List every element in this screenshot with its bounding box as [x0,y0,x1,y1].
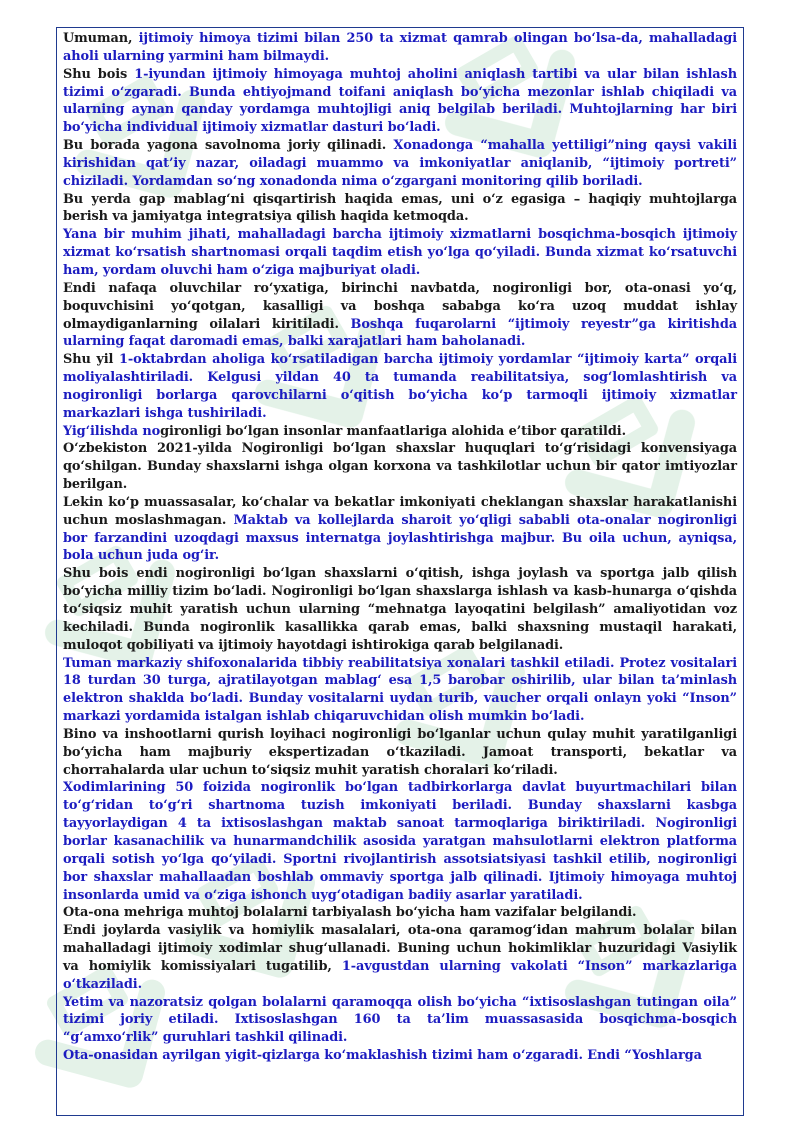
article-text-frame [56,27,744,1116]
highlighted-text: Maktab va kollejlarda sharoit yo‘qligi sababli ota-onalar nogironligi bor farzandini uzoqdagi maxsus internatga joylashtirishga majbur. Bu oila uchun, ayniqsa, bola uchun juda og‘ir. [63,512,738,564]
paragraph [63,655,737,726]
paragraph [63,440,737,494]
paragraph [63,994,737,1048]
highlighted-text: Xonadonga “mahalla yettiligi”ning qaysi vakili kirishidan qat’iy nazar, oiladagi muammo va imkoniyatlar aniqlanib, “ijtimoiy portreti” chiziladi. Yordamdan so‘ng xonadonda nima o‘zgargani monitoring qilib boriladi. [63,138,737,189]
paragraph [63,30,737,66]
body-text: Bu borada yagona savolnoma joriy qilinadi. [63,138,394,154]
highlighted-text: Yig‘ilishda no [63,423,161,439]
paragraph [63,351,737,422]
paragraph [63,726,737,780]
highlighted-text: ijtimoiy himoya tizimi bilan 250 ta xizmat qamrab olingan bo‘lsa-da, mahalladagi aholi ularning yarmini ham bilmaydi. [63,31,737,64]
body-text: Ota-ona mehriga muhtoj bolalarni tarbiyalash bo‘yicha ham vazifalar belgilandi. [63,905,637,921]
body-text: Lekin ko‘p muassasalar, ko‘chalar va bekatlar imkoniyati cheklangan shaxslar harakatlanishi uchun moslashmagan. [63,494,737,528]
article-body [63,30,737,1065]
paragraph [63,66,737,137]
body-text: Shu yil [63,352,119,368]
highlighted-text: Boshqa fuqarolarni “ijtimoiy reyestr”ga kiritishda ularning faqat daromadi emas, balki xarajatlari ham baholanadi. [63,316,737,350]
paragraph [63,137,737,191]
body-text: Umuman, [63,31,139,46]
paragraph [63,494,737,565]
paragraph [63,423,737,441]
highlighted-text: Yana bir muhim jihati, mahalladagi barcha ijtimoiy xizmatlarni bosqichma-bosqich ijtimoiy xizmat ko‘rsatish shartnomasi orqali taqdim etish yo‘lga qo‘yiladi. Bunda xizmat ko‘rsatuvchi ham, yordam oluvchi ham o‘ziga majburiyat oladi. [63,227,737,278]
highlighted-text: 1-oktabrdan aholiga ko‘rsatiladigan barcha ijtimoiy yordamlar “ijtimoiy karta” orqali moliyalashtiriladi. Kelgusi yildan 40 ta tumanda reabilitatsiya, sog‘lomlashtirish va nogironligi borlarga qarovchilarni o‘qitish bo‘yicha ko‘p tarmoqli ijtimoiy xizmatlar markazlari ishga tushiriladi. [63,352,737,421]
body-text: Endi nafaqa oluvchilar ro‘yxatiga, birinchi navbatda, nogironligi bor, ota-onasi yo‘q, boquvchisini yo‘qotgan, kasalligi va boshqa sababga ko‘ra uzoq muddat ishlay olmaydiganlarning oilalari kiritiladi. [63,280,737,332]
body-text: O‘zbekiston 2021-yilda Nogironligi bo‘lgan shaxslar huquqlari to‘g‘risidagi konvensiyaga qo‘shilgan. Bunday shaxslarni ishga olgan korxona va tashkilotlar uchun bir qator imtiyozlar berilgan. [63,441,737,493]
highlighted-text: Tuman markaziy shifoxonalarida tibbiy reabilitatsiya xonalari tashkil etiladi. Protez vositalari 18 turdan 30 turga, ajratilayotgan mablag‘ esa 1,5 barobar oshirilib, ular bilan ta’minlash elektron shaklda bo‘ladi. Bunday vositalarni uydan turib, vaucher orqali onlayn yoki “Inson” markazi yordamida istalgan ishlab chiqaruvchidan olish mumkin bo‘ladi. [63,655,737,725]
paragraph [63,904,737,922]
body-text: Bino va inshootlarni qurish loyihaci nogironligi bo‘lganlar uchun qulay muhit yaratilganligi bo‘yicha ham majburiy ekspertizadan o‘tkaziladi. Jamoat transporti, bekatlar va chorrahalarda ular uchun to‘siqsiz muhit yaratish choralari ko‘riladi. [63,726,737,778]
paragraph [63,922,737,993]
body-text: Endi joylarda vasiylik va homiylik masalalari, ota-ona qaramog‘idan mahrum bolalar bilan mahalladagi ijtimoiy xodimlar shug‘ullanadi. Buning uchun hokimliklar huzuridagi Vasiylik va homiylik komissiyalari tugatilib, [63,923,737,974]
highlighted-text: Xodimlarining 50 foizida nogironlik bo‘lgan tadbirkorlarga davlat buyurtmachilari bilan to‘g‘ridan to‘g‘ri shartnoma tuzish imkoniyati beriladi. Bunday shaxslarni kasbga tayyorlaydigan 4 ta ixtisoslashgan maktab sanoat tarmoqlariga biriktiriladi. Nogironligi borlar kasanachilik va hunarmandchilik asosida yaratgan mahsulotlarni elektron platforma orqali sotish yo‘lga qo‘yiladi. Sportni rivojlantirish assotsiatsiyasi tashkil etilib, nogironligi bor shaxslar mahallaadan boshlab ommaviy sportga jalb qilinadi. Ijtimoiy himoyaga muhtoj insonlarda umid va o‘ziga ishonch uyg‘otadigan badiiy asarlar yaratiladi. [63,780,737,903]
paragraph [63,226,737,280]
body-text: Bu yerda gap mablag‘ni qisqartirish haqida emas, uni o‘z egasiga – haqiqiy muhtojlarga berish va jamiyatga integratsiya qilish haqida ketmoqda. [63,191,737,225]
paragraph [63,280,737,351]
highlighted-text: 1-avgustdan ularning vakolati “Inson” markazlariga o‘tkaziladi. [63,958,737,992]
highlighted-text: Ota-onasidan ayrilgan yigit-qizlarga ko‘maklashish tizimi ham o‘zgaradi. Endi “Yoshlarga [63,1048,702,1064]
highlighted-text: Yetim va nazoratsiz qolgan bolalarni qaramoqqa olish bo‘yicha “ixtisoslashgan tutingan oila” tizimi joriy etiladi. Ixtisoslashgan 160 ta ta’lim muassasasida bosqichma-bosqich “g‘amxo‘rlik” guruhlari tashkil qilinadi. [63,994,737,1046]
highlighted-text: 1-iyundan ijtimoiy himoyaga muhtoj aholini aniqlash tartibi va ular bilan ishlash tizimi o‘zgaradi. Bunda ehtiyojmand toifani aniqlash bo‘yicha mezonlar ishlab chiqiladi va ularning aynan qanday yordamga muhtojligi aniq belgilab beriladi. Muhtojlarning har biri bo‘yicha individual ijtimoiy xizmatlar dasturi bo‘ladi. [63,66,737,136]
body-text: Shu bois endi nogironligi bo‘lgan shaxslarni o‘qitish, ishga joylash va sportga jalb qilish bo‘yicha milliy tizim bo‘ladi. Nogironligi bo‘lgan shaxslarga ishlash va kasb-hunarga o‘qishda to‘siqsiz muhit yaratish uchun ularning “mehnatga layoqatini belgilash” amaliyotidan voz kechiladi. Bunda nogironlik kasallikka qarab emas, balki shaxsning mustaqil harakati, muloqot qobiliyati va ijtimoiy hayotdagi ishtirokiga qarab belgilanadi. [63,566,737,653]
paragraph [63,565,737,654]
paragraph [63,191,737,227]
body-text: gironligi bo‘lgan insonlar manfaatlariga alohida e’tibor qaratildi. [160,423,626,439]
paragraph [63,1047,737,1065]
paragraph [63,779,737,904]
body-text: Shu bois [63,66,135,82]
